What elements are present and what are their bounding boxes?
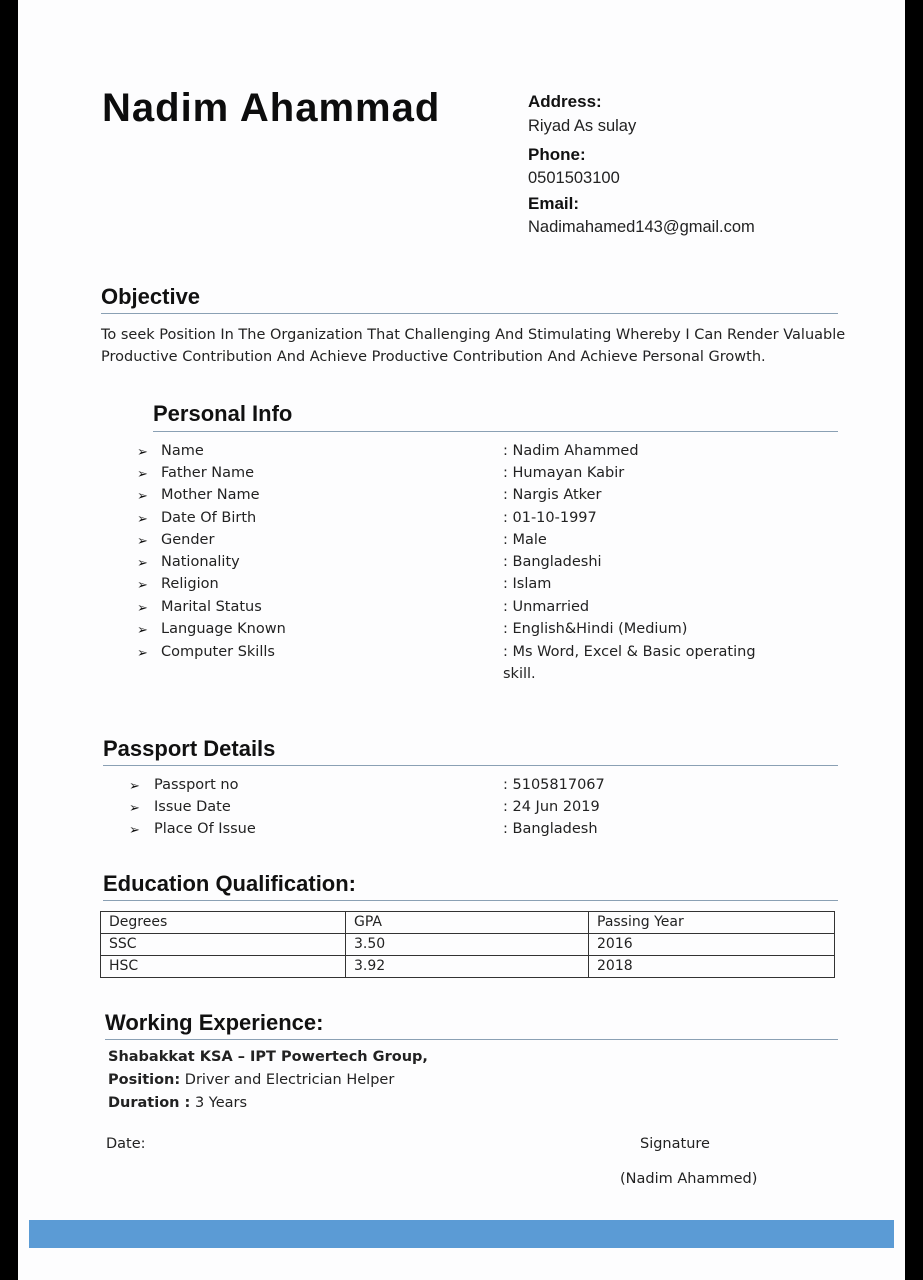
education-title: Education Qualification: [103, 871, 357, 896]
position-label: Position: [108, 1072, 181, 1088]
resume-page [18, 0, 905, 1280]
arrow-bullet-icon: ➢ [137, 511, 148, 526]
arrow-bullet-icon: ➢ [137, 533, 148, 548]
personal-label-mother: Mother Name [161, 487, 260, 503]
date-label: Date: [106, 1136, 146, 1152]
personal-value-marital: : Unmarried [503, 599, 590, 615]
table-row [101, 934, 835, 956]
address-value: Riyad As sulay [528, 117, 637, 135]
objective-line-1: To seek Position In The Organization That Challenging And Stimulating Whereby I Can Render Valuable [101, 327, 846, 343]
arrow-bullet-icon: ➢ [137, 622, 148, 637]
passport-value-number: : 5105817067 [503, 777, 605, 793]
personal-value-gender: : Male [503, 532, 547, 548]
objective-rule [101, 313, 838, 314]
arrow-bullet-icon: ➢ [137, 466, 148, 481]
table-cell: 2018 [589, 956, 835, 978]
table-cell: SSC [101, 934, 346, 956]
table-cell: 3.92 [346, 956, 589, 978]
passport-title: Passport Details [103, 736, 276, 761]
table-header-cell: Degrees [101, 912, 346, 934]
personal-info-title: Personal Info [153, 401, 293, 426]
personal-label-computer: Computer Skills [161, 644, 275, 660]
passport-rule [103, 765, 838, 766]
table-header-cell: Passing Year [589, 912, 835, 934]
address-label: Address: [528, 92, 602, 111]
personal-value-computer-cont: skill. [503, 666, 536, 682]
arrow-bullet-icon: ➢ [137, 600, 148, 615]
arrow-bullet-icon: ➢ [137, 645, 148, 660]
objective-line-2: Productive Contribution And Achieve Productive Contribution And Achieve Personal Growth. [101, 349, 766, 365]
personal-label-language: Language Known [161, 621, 286, 637]
table-header-row [101, 912, 835, 934]
personal-label-name: Name [161, 443, 204, 459]
experience-rule [105, 1039, 838, 1040]
education-rule [103, 900, 838, 901]
personal-value-father: : Humayan Kabir [503, 465, 625, 481]
education-table [100, 911, 835, 978]
table-cell: 3.50 [346, 934, 589, 956]
duration-value: 3 Years [194, 1095, 248, 1111]
phone-label: Phone: [528, 145, 586, 164]
personal-label-religion: Religion [161, 576, 219, 592]
personal-label-father: Father Name [161, 465, 255, 481]
experience-position [108, 1072, 394, 1088]
signature-name: (Nadim Ahammed) [620, 1171, 758, 1187]
table-row [101, 956, 835, 978]
arrow-bullet-icon: ➢ [129, 778, 140, 793]
table-cell: 2016 [589, 934, 835, 956]
objective-title: Objective [101, 284, 201, 309]
phone-value: 0501503100 [528, 169, 620, 187]
personal-label-marital: Marital Status [161, 599, 262, 615]
personal-value-name: : Nadim Ahammed [503, 443, 639, 459]
experience-company: Shabakkat KSA – IPT Powertech Group, [108, 1049, 428, 1065]
email-value: Nadimahamed143@gmail.com [528, 218, 755, 236]
personal-label-gender: Gender [161, 532, 215, 548]
email-label: Email: [528, 194, 580, 213]
arrow-bullet-icon: ➢ [137, 577, 148, 592]
personal-value-computer: : Ms Word, Excel & Basic operating [503, 644, 756, 660]
personal-value-mother: : Nargis Atker [503, 487, 602, 503]
signature-label: Signature [640, 1136, 710, 1152]
passport-label-place: Place Of Issue [154, 821, 256, 837]
personal-value-religion: : Islam [503, 576, 552, 592]
table-header-cell: GPA [346, 912, 589, 934]
experience-duration [108, 1095, 247, 1111]
personal-value-language: : English&Hindi (Medium) [503, 621, 688, 637]
personal-value-nationality: : Bangladeshi [503, 554, 602, 570]
candidate-name: Nadim Ahammad [102, 86, 441, 130]
passport-label-number: Passport no [154, 777, 239, 793]
personal-value-dob: : 01-10-1997 [503, 510, 597, 526]
arrow-bullet-icon: ➢ [137, 444, 148, 459]
experience-title: Working Experience: [105, 1010, 324, 1035]
arrow-bullet-icon: ➢ [137, 555, 148, 570]
personal-label-nationality: Nationality [161, 554, 240, 570]
table-cell: HSC [101, 956, 346, 978]
arrow-bullet-icon: ➢ [129, 822, 140, 837]
passport-value-place: : Bangladesh [503, 821, 598, 837]
passport-label-issue-date: Issue Date [154, 799, 231, 815]
position-value: Driver and Electrician Helper [184, 1072, 395, 1088]
personal-info-rule [153, 431, 838, 432]
personal-label-dob: Date Of Birth [161, 510, 257, 526]
duration-label: Duration : [108, 1095, 191, 1111]
arrow-bullet-icon: ➢ [137, 488, 148, 503]
arrow-bullet-icon: ➢ [129, 800, 140, 815]
passport-value-issue-date: : 24 Jun 2019 [503, 799, 600, 815]
footer-accent-bar [29, 1220, 894, 1248]
